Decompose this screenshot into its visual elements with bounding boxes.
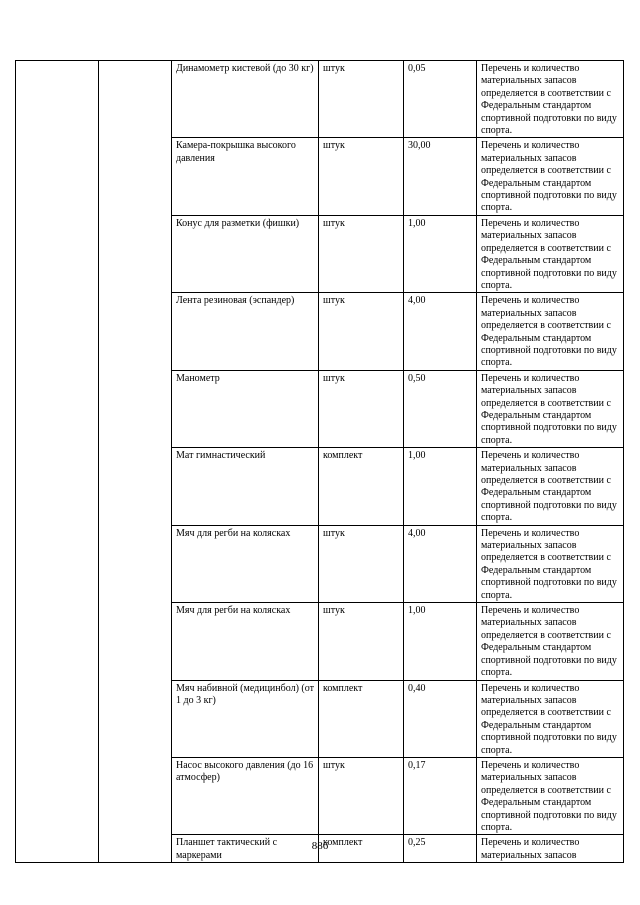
quantity-cell: 0,05 [404,61,477,138]
note-cell: Перечень и количество материальных запасов определяется в соответствии с Федеральным стандартом спортивной подготовки по виду спорта. [477,215,624,292]
note-cell: Перечень и количество материальных запасов определяется в соответствии с Федеральным стандартом спортивной подготовки по виду спорта. [477,680,624,757]
item-name-cell: Манометр [172,370,319,447]
merged-empty-cell-1 [16,61,99,863]
unit-cell: штук [319,757,404,834]
unit-cell: штук [319,525,404,602]
materials-table-body [16,61,624,863]
note-cell: Перечень и количество материальных запасов определяется в соответствии с Федеральным стандартом спортивной подготовки по виду спорта. [477,525,624,602]
item-name-cell: Динамометр кистевой (до 30 кг) [172,61,319,138]
item-name-cell: Мяч для регби на колясках [172,525,319,602]
unit-cell: штук [319,370,404,447]
quantity-cell: 30,00 [404,138,477,215]
unit-cell: комплект [319,680,404,757]
item-name-cell: Мат гимнастический [172,448,319,525]
note-cell: Перечень и количество материальных запасов определяется в соответствии с Федеральным стандартом спортивной подготовки по виду спорта. [477,448,624,525]
merged-empty-cell-2 [99,61,172,863]
item-name-cell: Насос высокого давления (до 16 атмосфер) [172,757,319,834]
item-name-cell: Планшет тактический с маркерами [172,835,319,863]
item-name-cell: Мяч набивной (медицинбол) (от 1 до 3 кг) [172,680,319,757]
unit-cell: комплект [319,448,404,525]
unit-cell: штук [319,293,404,370]
note-cell: Перечень и количество материальных запасов определяется в соответствии с Федеральным стандартом спортивной подготовки по виду спорта. [477,603,624,680]
unit-cell: комплект [319,835,404,863]
quantity-cell: 1,00 [404,215,477,292]
item-name-cell: Мяч для регби на колясках [172,603,319,680]
unit-cell: штук [319,603,404,680]
unit-cell: штук [319,138,404,215]
note-cell: Перечень и количество материальных запасов определяется в соответствии с Федеральным стандартом спортивной подготовки по виду спорта. [477,293,624,370]
note-cell: Перечень и количество материальных запасов [477,835,624,863]
note-cell: Перечень и количество материальных запасов определяется в соответствии с Федеральным стандартом спортивной подготовки по виду спорта. [477,138,624,215]
quantity-cell: 0,25 [404,835,477,863]
quantity-cell: 4,00 [404,293,477,370]
quantity-cell: 1,00 [404,603,477,680]
item-name-cell: Лента резиновая (эспандер) [172,293,319,370]
quantity-cell: 0,40 [404,680,477,757]
note-cell: Перечень и количество материальных запасов определяется в соответствии с Федеральным стандартом спортивной подготовки по виду спорта. [477,757,624,834]
page-number: 886 [311,840,329,852]
table-row [16,61,624,138]
materials-table [15,60,624,863]
item-name-cell: Конус для разметки (фишки) [172,215,319,292]
quantity-cell: 1,00 [404,448,477,525]
quantity-cell: 4,00 [404,525,477,602]
unit-cell: штук [319,215,404,292]
note-cell: Перечень и количество материальных запасов определяется в соответствии с Федеральным стандартом спортивной подготовки по виду спорта. [477,370,624,447]
note-cell: Перечень и количество материальных запасов определяется в соответствии с Федеральным стандартом спортивной подготовки по виду спорта. [477,61,624,138]
quantity-cell: 0,17 [404,757,477,834]
item-name-cell: Камера-покрышка высокого давления [172,138,319,215]
quantity-cell: 0,50 [404,370,477,447]
unit-cell: штук [319,61,404,138]
